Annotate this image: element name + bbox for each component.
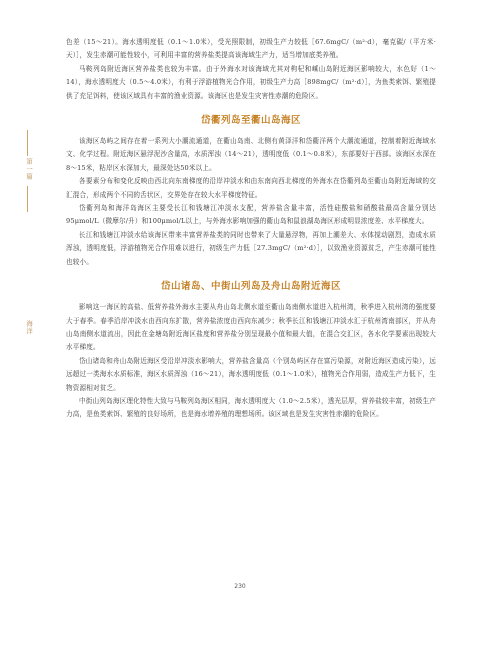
page-number: 230	[234, 583, 246, 590]
paragraph: 岱衢列岛和海洋岛海区主要受长江和钱塘江冲淡水支配，营养盐含量丰富，活性硅酸盐和硝酸盐最高含量分别达95μmol/L（微摩尔/升）和100μmol/L以上，与外海水影响加强的衢山岛和鼠浪湖岛海区形成明显浓度差、水平梯度大。	[66, 204, 436, 226]
paragraph: 影响这一海区的高盐、低营养盐外海水主要从舟山岛北侧水道至衢山岛南侧水道进入杭州湾，秋季进入杭州湾的强度要大于春季。春季沿岸冲淡水由西向东扩散，营养盐浓度由西向东减少；秋季长江和钱塘江冲淡水汇于杭州湾南部区，并从舟山岛南侧水道流出，因此在金塘岛附近海区盐度和营养盐分别呈现最小值和最大值，在混合交汇区，各水化学要素出现较大水平梯度。	[66, 303, 436, 352]
paragraph-continued: 色差（15～21）。海水透明度低（0.1～1.0米），受光照限制，初级生产力较低［67.6mgC/（m²·d），毫克碳/（平方米·天）］，发生赤潮可能性较小，可利用丰富的营养盐类提高该海域生产力，适当增加底类养殖。	[66, 38, 436, 60]
margin-section-label: 海洋	[25, 320, 33, 335]
paragraph: 各要素分布和变化反映由西北向东南梯度的沿岸冲淡水和由东南向西北梯度的外海水在岱衢列岛至衢山岛附近海域的交汇混合，形成两个不同的舌状区，交界处存在较大水平梯度特征。	[66, 177, 436, 199]
paragraph: 该海区岛屿之间存在着一系列大小潮流通道，在衢山岛南、北侧有黄泽洋和岱衢洋两个大潮流通道，控制着附近海域水文、化学过程。附近海区悬浮泥沙含量高，水质浑浊（14～21），透明度低（0.1～0.8米），东部要好于西部。该海区水深在8～15米，粘岸区水深加大，最深处达50米以上。	[66, 137, 436, 172]
section-heading-daiqu: 岱衢列岛至衢山岛海区	[200, 115, 301, 127]
margin-divider-bottom	[27, 186, 28, 212]
paragraph: 长江和钱塘江冲淡水给该海区带来丰富营养盐类的同时也带来了大量悬浮物，再加上潮差大、水体搅动剧烈，造成水质浑浊，透明度低，浮游植物光合作用难以进行，初级生产力低［27.3mgC/（m²·d）］，以致渔业资源贫乏，产生赤潮可能性也较小。	[66, 230, 436, 266]
margin-divider-top	[27, 130, 28, 156]
margin-chapter-label: 第一篇	[25, 158, 33, 181]
paragraph-maanlie: 马鞍列岛附近海区营养盐类也较为丰富。由于外海水对该海域尤其对枸杞和嵊山岛附近海区影响较大，水色好（1～14），海水透明度大（0.5～4.0米），有利于浮游植物光合作用，初级生产力高［898mgC/（m²·d）］，为鱼类索饵、繁殖提供了充足饵料，使该区域具有丰富的渔业资源。该海区也是发生灾害性赤潮的危险区。	[66, 64, 436, 100]
main-content	[66, 36, 436, 422]
paragraph: 中街山列岛海区理化特性大致与马鞍列岛海区相同，海水透明度大（1.0～2.5米），透光层厚，营养盐较丰富，初级生产力高，是鱼类索饵、繁殖的良好场所，也是海水增养殖的理想场所。该区域也是发生灾害性赤潮的危险区。	[66, 396, 436, 419]
paragraph: 岱山诸岛和舟山岛附近海区受沿岸冲淡水影响大，营养盐含量高（个别岛屿区存在富污染源，对附近海区造成污染），远远超过一类海水水质标准，海区水质浑浊（16～21），海水透明度低（0.1～1.0米），植物光合作用弱，造成生产力低下，生物资源相对贫乏。	[66, 356, 436, 392]
section-heading-daishan: 岱山诸岛、中街山列岛及舟山岛附近海区	[160, 281, 341, 293]
